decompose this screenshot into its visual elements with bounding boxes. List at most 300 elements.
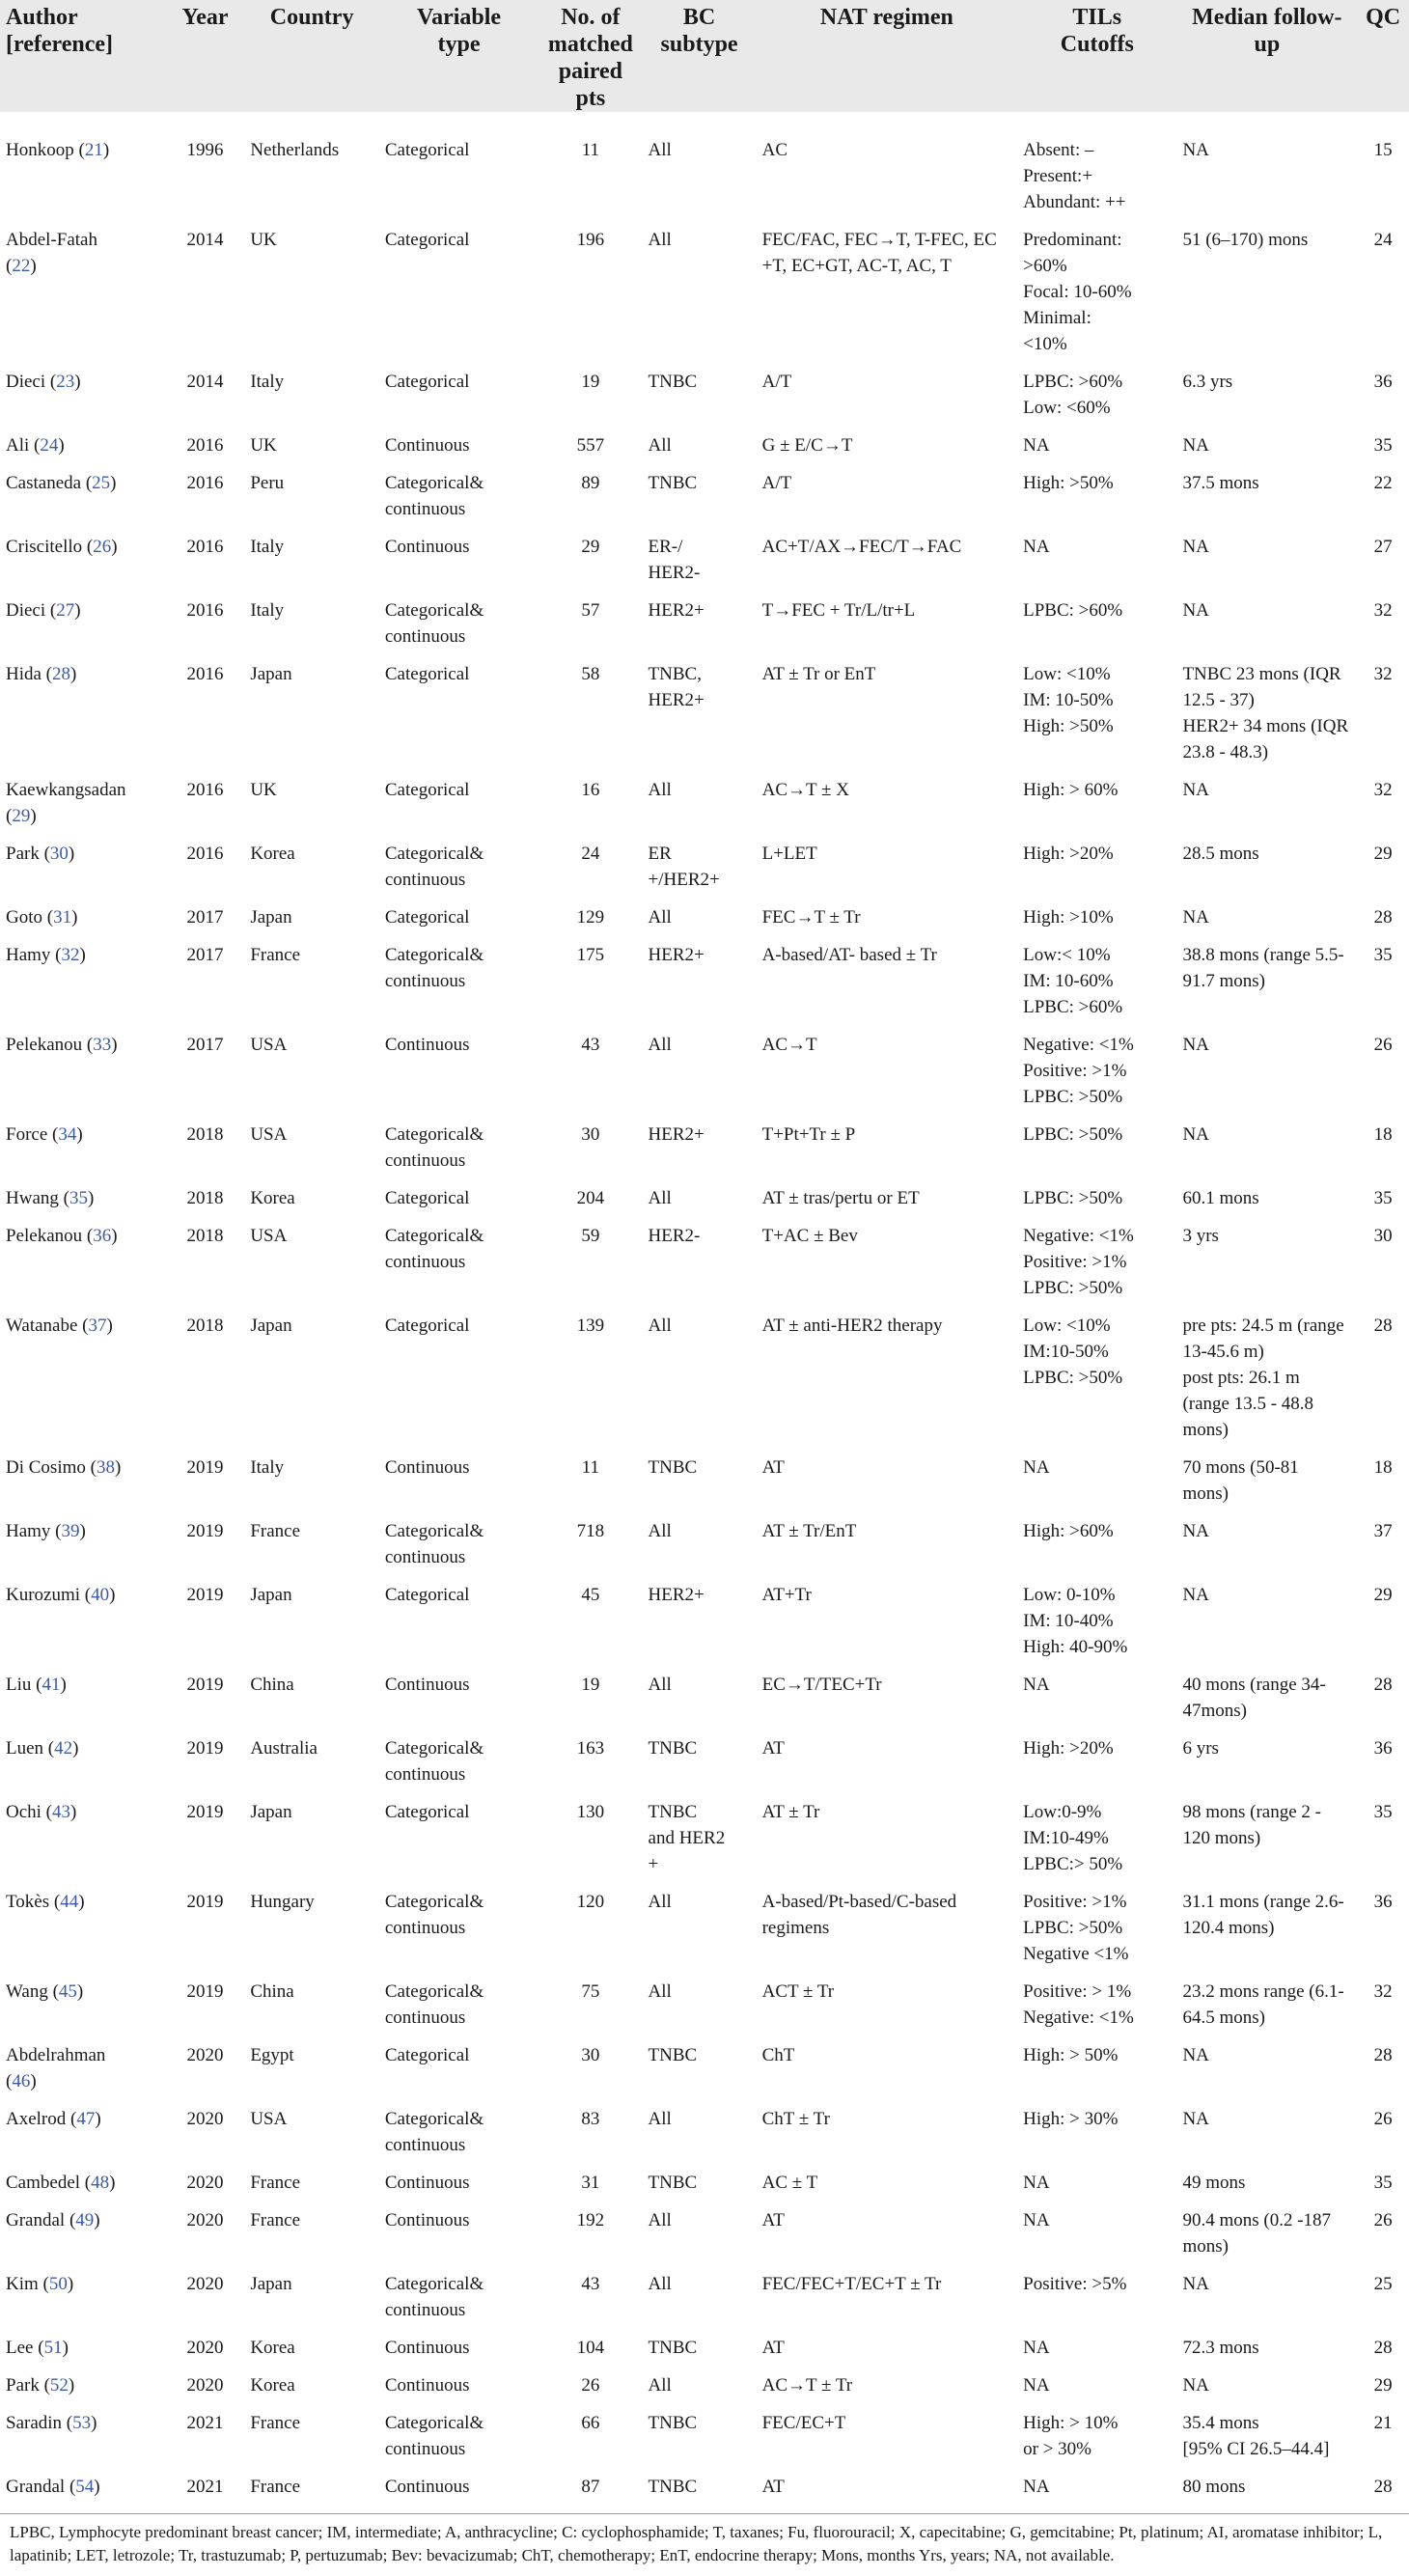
followup-cell: 90.4 mons (0.2 -187 mons) [1182,2210,1332,2257]
author-cell [0,1582,166,1672]
cutoffs-cell: High: > 30% [1023,2109,1119,2129]
year-cell: 2018 [186,1226,224,1246]
n-cell: 87 [581,2477,600,2497]
author-cell [0,369,166,432]
n-cell: 19 [581,372,600,392]
country-cell: France [250,2413,301,2433]
country-cell: France [250,2210,301,2230]
reference-link[interactable]: 41 [41,1675,61,1695]
reference-link[interactable]: 32 [61,945,80,965]
qc-cell: 28 [1373,1316,1393,1336]
reference-link[interactable]: 38 [96,1457,115,1478]
followup-cell: NA [1182,2375,1209,2396]
author-name: Abdelrahman ( [6,2045,106,2091]
cutoffs-cell: High: >20% [1023,1738,1114,1759]
country-cell: Korea [250,2375,295,2396]
country-cell: Japan [250,2274,292,2294]
qc-cell: 26 [1373,1035,1393,1055]
reference-link[interactable]: 35 [69,1188,88,1208]
n-cell: 57 [581,600,600,621]
year-cell: 2021 [186,2413,224,2433]
qc-cell: 26 [1373,2109,1393,2129]
vtype-cell: Categorical [384,780,470,800]
year-cell: 2016 [186,844,224,864]
author-cell [0,1799,166,1889]
country-cell: Italy [250,537,285,557]
cutoffs-cell: High: > 10% or > 30% [1023,2413,1119,2459]
reference-link[interactable]: 22 [12,256,31,276]
author-name: Liu ( [6,1675,42,1695]
followup-cell: 51 (6–170) mons [1182,230,1309,250]
subtype-cell: TNBC [648,2477,698,2497]
author-name: Force ( [6,1124,59,1145]
n-cell: 11 [581,140,599,160]
subtype-cell: All [648,2375,672,2396]
country-cell: France [250,2477,301,2497]
regimen-cell: AT [761,2477,785,2497]
table-row [0,2106,1409,2170]
reference-link[interactable]: 44 [60,1892,79,1912]
regimen-cell: ACT ± Tr [761,1981,835,2002]
author-name: Park ( [6,844,50,864]
followup-cell: NA [1182,1124,1209,1145]
vtype-cell: Continuous [384,1675,470,1695]
reference-link[interactable]: 39 [61,1521,80,1541]
country-cell: China [250,1675,294,1695]
subtype-cell: All [648,1675,672,1695]
vtype-cell: Categorical& continuous [384,1738,484,1785]
year-cell: 2020 [186,2375,224,2396]
qc-cell: 27 [1373,537,1393,557]
table-row [0,597,1409,661]
vtype-cell: Categorical [384,140,470,160]
table-row [0,2271,1409,2335]
regimen-cell: AC→T [761,1035,817,1055]
cutoffs-cell: Predominant: >60% Focal: 10-60% Minimal: <10% [1023,230,1132,354]
vtype-cell: Continuous [384,2173,470,2193]
author-tail: ) [95,2109,101,2129]
subtype-cell: ER +/HER2+ [648,844,720,890]
vtype-cell: Continuous [384,2477,470,2497]
regimen-cell: A-based/AT- based ± Tr [761,945,937,965]
qc-cell: 32 [1373,1981,1393,2002]
subtype-cell: HER2- [648,1226,701,1246]
author-name: Kim ( [6,2274,49,2294]
followup-cell: NA [1182,2109,1209,2129]
author-tail: ) [94,2210,100,2230]
subtype-cell: All [648,780,672,800]
author-name: Kaewkangsadan ( [6,780,126,826]
year-cell: 2014 [186,230,224,250]
reference-link[interactable]: 21 [84,140,103,160]
subtype-cell: HER2+ [648,1585,704,1605]
reference-link[interactable]: 46 [12,2071,31,2091]
subtype-cell: TNBC [648,1457,698,1478]
qc-cell: 35 [1373,945,1393,965]
year-cell: 2019 [186,1585,224,1605]
subtype-cell: TNBC, HER2+ [648,664,704,710]
reference-link[interactable]: 50 [48,2274,68,2294]
country-cell: France [250,1521,301,1541]
vtype-cell: Categorical [384,1802,470,1822]
n-cell: 16 [581,780,600,800]
subtype-cell: TNBC and HER2 + [648,1802,726,1874]
followup-cell: NA [1182,1035,1209,1055]
reference-link[interactable]: 45 [58,1981,77,2002]
regimen-cell: AT ± tras/pertu or ET [761,1188,920,1208]
vtype-cell: Categorical [384,664,470,684]
followup-cell: 40 mons (range 34- 47mons) [1182,1675,1326,1721]
year-cell: 2016 [186,473,224,493]
n-cell: 45 [581,1585,600,1605]
reference-link[interactable]: 53 [72,2413,92,2433]
regimen-cell: ChT [761,2045,795,2065]
author-cell [0,2410,166,2474]
followup-cell: 6 yrs [1182,1738,1219,1759]
year-cell: 2020 [186,2173,224,2193]
cutoffs-cell: NA [1023,2375,1050,2396]
author-tail: ) [71,907,78,928]
qc-cell: 37 [1373,1521,1393,1541]
reference-link[interactable]: 54 [75,2477,95,2497]
year-cell: 2017 [186,1035,224,1055]
reference-link[interactable]: 25 [92,473,111,493]
year-cell: 2020 [186,2109,224,2129]
country-cell: Australia [250,1738,318,1759]
reference-link[interactable]: 51 [43,2338,63,2358]
year-cell: 2017 [186,907,224,928]
n-cell: 26 [581,2375,600,2396]
country-cell: Japan [250,1316,292,1336]
followup-cell: 72.3 mons [1182,2338,1259,2358]
qc-cell: 36 [1373,1892,1393,1912]
regimen-cell: AT ± Tr [761,1802,820,1822]
year-cell: 2019 [186,1457,224,1478]
year-cell: 2019 [186,1521,224,1541]
table-row [0,534,1409,597]
header-bc-subtype: BC subtype [660,5,738,57]
followup-cell: NA [1182,537,1209,557]
author-name: Wang ( [6,1981,59,2002]
subtype-cell: HER2+ [648,1124,704,1145]
vtype-cell: Continuous [384,2210,470,2230]
subtype-cell: HER2+ [648,600,704,621]
year-cell: 2019 [186,1892,224,1912]
regimen-cell: A/T [761,372,792,392]
author-name: Grandal ( [6,2477,76,2497]
followup-cell: 37.5 mons [1182,473,1259,493]
author-tail: ) [114,1457,122,1478]
n-cell: 129 [576,907,605,928]
subtype-cell: All [648,1035,672,1055]
author-cell [0,1313,166,1454]
reference-link[interactable]: 52 [49,2375,69,2396]
reference-link[interactable]: 27 [56,600,75,621]
followup-cell: 23.2 mons range (6.1- 64.5 mons) [1182,1981,1344,2028]
table-row [0,1735,1409,1799]
table-row [0,1582,1409,1672]
vtype-cell: Categorical [384,372,470,392]
year-cell: 2019 [186,1738,224,1759]
regimen-cell: AT [761,2338,785,2358]
qc-cell: 21 [1373,2413,1393,2433]
header-matched-pairs: No. of matched paired pts [547,5,633,111]
country-cell: Japan [250,1802,292,1822]
author-tail: ) [109,1585,116,1605]
table-row [0,2410,1409,2474]
author-tail: ) [79,1521,86,1541]
followup-cell: 60.1 mons [1182,1188,1259,1208]
author-tail: ) [111,537,118,557]
author-name: Saradin ( [6,2413,73,2433]
subtype-cell: All [648,2109,672,2129]
regimen-cell: AC ± T [761,2173,818,2193]
author-cell [0,2207,166,2271]
cutoffs-cell: NA [1023,2173,1050,2193]
vtype-cell: Categorical& continuous [384,1892,484,1938]
country-cell: USA [250,1035,288,1055]
author-name: Dieci ( [6,600,57,621]
table-footnote: LPBC, Lymphocyte predominant breast cancer; IM, intermediate; A, anthracycline; C: cyclophosphamide; T, taxanes; Fu, fluorouracil; X, capecitabine; G, gemcitabine; Pt, platinum; AI, aromatase inhibitor; L, lapatinib; LET, letrozole; Tr, trastuzumab; P, pertuzumab; Bev: bevacizumab; ChT, chemotherapy; EnT, endocrine therapy; Mons, months Yrs, years; NA, not available. [10,2523,1383,2564]
table-row [0,661,1409,777]
n-cell: 557 [576,435,605,456]
country-cell: Italy [250,372,285,392]
author-cell [0,1032,166,1122]
qc-cell: 32 [1373,664,1393,684]
qc-cell: 29 [1373,2375,1393,2396]
vtype-cell: Categorical [384,907,470,928]
table-row [0,227,1409,369]
reference-link[interactable]: 28 [52,664,71,684]
table-row [0,1518,1409,1582]
table-row [0,777,1409,841]
cutoffs-cell: Low: <10% IM: 10-50% High: >50% [1023,664,1114,736]
reference-link[interactable]: 49 [75,2210,95,2230]
cutoffs-cell: Negative: <1% Positive: >1% LPBC: >50% [1023,1226,1134,1298]
author-tail: ) [30,2071,37,2091]
header-author: Author [reference] [6,5,114,57]
header-tils-cutoffs: TILs Cutoffs [1060,5,1134,57]
author-cell [0,777,166,841]
reference-link[interactable]: 24 [40,435,59,456]
author-cell [0,1672,166,1735]
cutoffs-cell: Low:0-9% IM:10-49% LPBC:> 50% [1023,1802,1123,1874]
regimen-cell: AT [761,1457,785,1478]
reference-link[interactable]: 48 [91,2173,110,2193]
year-cell: 2021 [186,2477,224,2497]
country-cell: China [250,1981,294,2002]
n-cell: 89 [581,473,600,493]
cutoffs-cell: Low: 0-10% IM: 10-40% High: 40-90% [1023,1585,1128,1657]
vtype-cell: Categorical& continuous [384,1124,484,1171]
vtype-cell: Continuous [384,2375,470,2396]
reference-link[interactable]: 29 [12,806,31,826]
regimen-cell: AT ± anti-HER2 therapy [761,1316,943,1336]
table-row [0,1313,1409,1454]
followup-cell: NA [1182,140,1209,160]
author-name: Cambedel ( [6,2173,92,2193]
regimen-cell: FEC→T ± Tr [761,907,861,928]
n-cell: 83 [581,2109,600,2129]
regimen-cell: A/T [761,473,792,493]
qc-cell: 15 [1373,140,1393,160]
country-cell: Korea [250,2338,295,2358]
table-row [0,1122,1409,1185]
author-cell [0,1518,166,1582]
followup-cell: 31.1 mons (range 2.6- 120.4 mons) [1182,1892,1344,1938]
qc-cell: 36 [1373,1738,1393,1759]
vtype-cell: Categorical [384,2045,470,2065]
vtype-cell: Categorical& continuous [384,844,484,890]
reference-link[interactable]: 34 [58,1124,77,1145]
year-cell: 2016 [186,435,224,456]
author-tail: ) [67,2274,74,2294]
author-name: Goto ( [6,907,54,928]
vtype-cell: Categorical [384,1585,470,1605]
qc-cell: 36 [1373,372,1393,392]
subtype-cell: TNBC [648,2173,698,2193]
followup-cell: NA [1182,907,1209,928]
followup-cell: 35.4 mons [95% CI 26.5–44.4] [1182,2413,1330,2459]
n-cell: 43 [581,1035,600,1055]
subtype-cell: TNBC [648,2045,698,2065]
footnote-divider [0,2513,1409,2514]
regimen-cell: AT [761,1738,785,1759]
table-row [0,1799,1409,1889]
qc-cell: 29 [1373,1585,1393,1605]
year-cell: 2019 [186,1802,224,1822]
author-tail: ) [70,1802,77,1822]
regimen-cell: T+Pt+Tr ± P [761,1124,856,1145]
author-cell [0,2372,166,2410]
regimen-cell: AT ± Tr or EnT [761,664,876,684]
vtype-cell: Categorical& continuous [384,1521,484,1567]
author-cell [0,904,166,942]
table-row [0,2335,1409,2372]
reference-link[interactable]: 31 [53,907,72,928]
reference-link[interactable]: 43 [52,1802,71,1822]
author-name: Hwang ( [6,1188,69,1208]
vtype-cell: Categorical& continuous [384,600,484,647]
cutoffs-cell: LPBC: >60% Low: <60% [1023,372,1123,418]
author-cell [0,432,166,470]
n-cell: 718 [576,1521,605,1541]
regimen-cell: AC [761,140,788,160]
author-cell [0,1185,166,1223]
reference-link[interactable]: 33 [93,1035,112,1055]
vtype-cell: Continuous [384,435,470,456]
reference-link[interactable]: 23 [56,372,75,392]
cutoffs-cell: LPBC: >50% [1023,1124,1123,1145]
author-name: Abdel-Fatah ( [6,230,97,276]
vtype-cell: Categorical [384,1188,470,1208]
regimen-cell: AC→T ± X [761,780,849,800]
country-cell: Egypt [250,2045,294,2065]
country-cell: France [250,2173,301,2193]
n-cell: 19 [581,1675,600,1695]
reference-link[interactable]: 42 [54,1738,73,1759]
author-cell [0,2474,166,2511]
followup-cell: 28.5 mons [1182,844,1259,864]
table-row [0,369,1409,432]
year-cell: 2014 [186,372,224,392]
author-cell [0,227,166,369]
regimen-cell: L+LET [761,844,817,864]
qc-cell: 32 [1373,780,1393,800]
country-cell: UK [250,435,277,456]
qc-cell: 28 [1373,1675,1393,1695]
country-cell: Japan [250,664,292,684]
reference-link[interactable]: 47 [76,2109,96,2129]
reference-link[interactable]: 40 [91,1585,110,1605]
vtype-cell: Categorical& continuous [384,2413,484,2459]
reference-link[interactable]: 36 [93,1226,112,1246]
author-cell [0,1223,166,1313]
qc-cell: 25 [1373,2274,1393,2294]
n-cell: 120 [576,1892,605,1912]
vtype-cell: Categorical [384,1316,470,1336]
author-name: Pelekanou ( [6,1226,94,1246]
author-cell [0,2170,166,2207]
author-tail: ) [111,1226,118,1246]
author-cell [0,2042,166,2106]
followup-cell: NA [1182,2045,1209,2065]
regimen-cell: AC+T/AX→FEC/T→FAC [761,537,962,557]
author-tail: ) [78,1892,85,1912]
qc-cell: 29 [1373,844,1393,864]
author-name: Luen ( [6,1738,55,1759]
table-row [0,1889,1409,1979]
n-cell: 30 [581,2045,600,2065]
author-name: Dieci ( [6,372,57,392]
n-cell: 29 [581,537,600,557]
year-cell: 2020 [186,2045,224,2065]
n-cell: 196 [576,230,605,250]
year-cell: 2018 [186,1124,224,1145]
cutoffs-cell: Positive: >5% [1023,2274,1127,2294]
author-name: Grandal ( [6,2210,76,2230]
author-name: Di Cosimo ( [6,1457,97,1478]
vtype-cell: Continuous [384,1457,470,1478]
regimen-cell: AT [761,2210,785,2230]
author-name: Castaneda ( [6,473,93,493]
table-row [0,1672,1409,1735]
qc-cell: 28 [1373,2045,1393,2065]
author-tail: ) [76,1981,84,2002]
subtype-cell: TNBC [648,2338,698,2358]
author-cell [0,841,166,904]
header-year: Year [181,5,229,30]
qc-cell: 24 [1373,230,1393,250]
table-row [0,841,1409,904]
author-tail: ) [68,844,75,864]
author-cell [0,661,166,777]
table-row [0,2372,1409,2410]
country-cell: USA [250,1124,288,1145]
qc-cell: 18 [1373,1124,1393,1145]
followup-cell: 3 yrs [1182,1226,1219,1246]
reference-link[interactable]: 37 [88,1316,107,1336]
cutoffs-cell: Negative: <1% Positive: >1% LPBC: >50% [1023,1035,1134,1107]
cutoffs-cell: NA [1023,2210,1050,2230]
country-cell: Hungary [250,1892,315,1912]
country-cell: Italy [250,600,285,621]
table-row [0,1185,1409,1223]
table-header-row [0,0,1409,112]
reference-link[interactable]: 30 [49,844,69,864]
reference-link[interactable]: 26 [93,537,112,557]
vtype-cell: Categorical& continuous [384,473,484,519]
